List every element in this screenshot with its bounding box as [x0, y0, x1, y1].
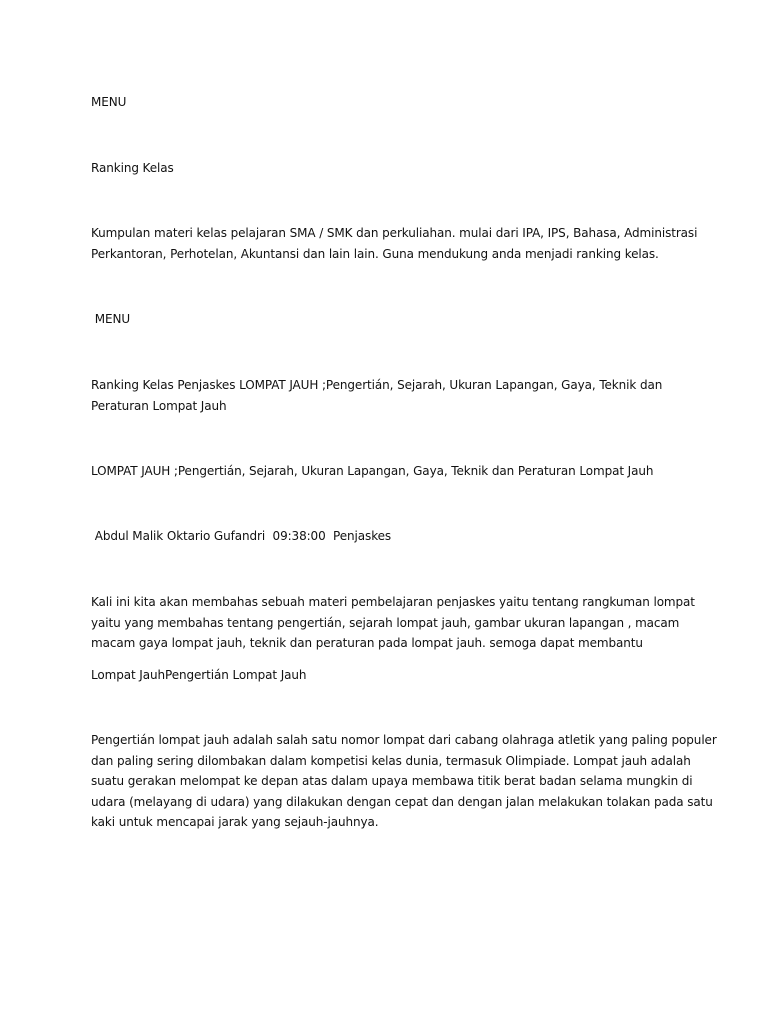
definition-paragraph-line: Pengertián lompat jauh adalah salah satu nomor lompat dari cabang olahraga atletik yang paling populer	[91, 733, 717, 747]
site-description-line: Perkantoran, Perhotelan, Akuntansi dan lain lain. Guna mendukung anda menjadi ranking kelas.	[91, 246, 659, 261]
intro-paragraph	[91, 592, 695, 654]
page-heading-line: Peraturan Lompat Jauh	[91, 398, 227, 413]
intro-paragraph-line: yaitu yang membahas tentang pengertián, sejarah lompat jauh, gambar ukuran lapangan , macam	[91, 615, 680, 630]
definition-paragraph-line: kaki untuk mencapai jarak yang sejauh-jauhnya.	[91, 815, 379, 829]
section-heading: Lompat JauhPengertián Lompat Jauh	[91, 668, 307, 682]
site-description	[91, 223, 698, 264]
definition-paragraph-line: dan paling sering dilombakan dalam kompetisi kelas dunia, termasuk Olimpiade. Lompat jauh adalah	[91, 753, 691, 768]
definition-paragraph-line: udara (melayang di udara) yang dilakukan dengan cepat dan dengan jalan melakukan tolakan pada satu	[91, 794, 713, 809]
site-title: Ranking Kelas	[91, 161, 174, 175]
menu-label: MENU	[91, 95, 127, 109]
post-meta: Abdul Malik Oktario Gufandri 09:38:00 Penjaskes	[91, 529, 392, 543]
definition-paragraph	[91, 730, 717, 833]
site-description-line: Kumpulan materi kelas pelajaran SMA / SMK dan perkuliahan. mulai dari IPA, IPS, Bahasa, Administrasi	[91, 226, 698, 240]
intro-paragraph-line: macam gaya lompat jauh, teknik dan peraturan pada lompat jauh. semoga dapat membantu	[91, 636, 643, 650]
intro-paragraph-line: Kali ini kita akan membahas sebuah materi pembelajaran penjaskes yaitu tentang rangkuman lompat	[91, 595, 695, 609]
page-heading-line: Ranking Kelas Penjaskes LOMPAT JAUH ;Pengertián, Sejarah, Ukuran Lapangan, Gaya, Teknik dan	[91, 378, 663, 392]
definition-paragraph-line: suatu gerakan melompat ke depan atas dalam upaya membawa titik berat badan selama mungkin di	[91, 774, 693, 788]
menu-label-secondary: MENU	[91, 312, 131, 326]
post-title: LOMPAT JAUH ;Pengertián, Sejarah, Ukuran Lapangan, Gaya, Teknik dan Peraturan Lompat Jauh	[91, 464, 654, 478]
page-heading	[91, 375, 691, 416]
